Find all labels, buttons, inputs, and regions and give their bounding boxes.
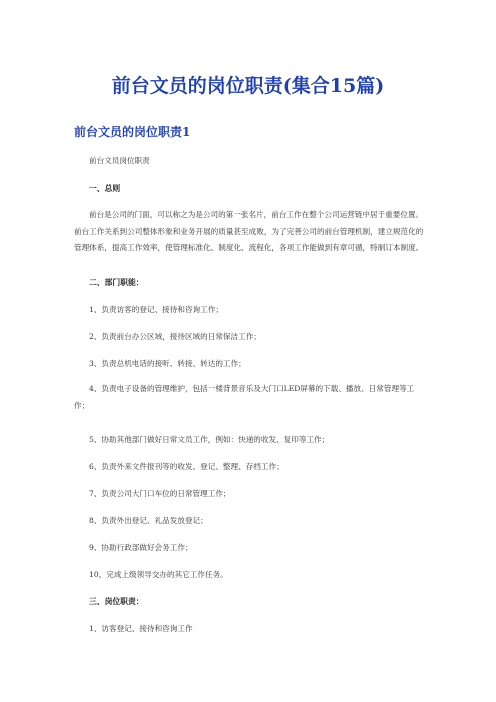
list-item: 7、负责公司大门口车位的日常管理工作； xyxy=(89,489,231,498)
list-item: 4、负责电子设备的管理维护，包括一楼背景音乐及大门口LED屏幕的下载、播放、日常管理等工作； xyxy=(74,384,415,410)
list-item: 9、协助行政部做好会务工作； xyxy=(89,543,193,552)
list-item: 6、负责外来文件报刊等的收发、登记、整理、存档工作； xyxy=(89,462,284,471)
subtitle-text: 前台文员岗位职责 xyxy=(89,156,150,165)
list-item: 2、负责前台办公区域，接待区域的日常保洁工作； xyxy=(89,332,261,341)
section-heading: 前台文员的岗位职责1 xyxy=(74,125,191,139)
list-item: 1、负责访客的登记、接待和咨询工作； xyxy=(89,305,223,314)
heading-department-functions: 二、部门职能： xyxy=(89,278,144,287)
list-item: 8、负责外出登记、礼品发放登记； xyxy=(89,516,208,525)
list-item: 1、访客登记、接待和咨询工作 xyxy=(89,624,193,633)
list-item: 10、完成上级领导交办的其它工作任务。 xyxy=(89,570,228,579)
document-title: 前台文员的岗位职责(集合15篇) xyxy=(111,75,385,97)
list-item: 5、协助其他部门做好日常文员工作，例如：快递的收发、复印等工作； xyxy=(89,435,330,444)
general-paragraph: 前台是公司的门面，可以称之为是公司的第一张名片，前台工作在整个公司运营链中居于重要位置。前台工作关系到公司整体形象和业务开展的质量甚至成败，为了完善公司的前台管理机制，建立规范化的管理体系，提高工作效率，使管理标准化、制度化、流程化，各项工作能做到有章可循，特制订本制度。 xyxy=(74,210,424,252)
list-item: 3、负责总机电话的接听、转接、转达的工作； xyxy=(89,359,246,368)
heading-general: 一、总则 xyxy=(89,184,121,193)
heading-job-duties: 三、岗位职责： xyxy=(89,597,144,606)
